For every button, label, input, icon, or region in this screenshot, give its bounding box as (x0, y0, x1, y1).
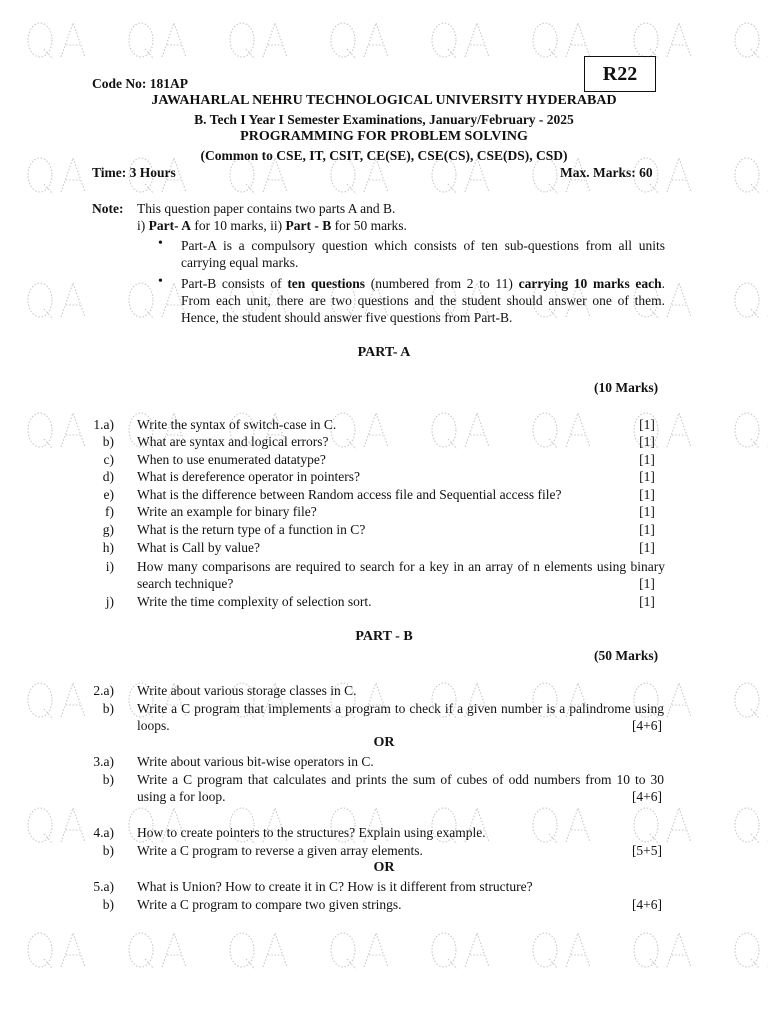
subject-title: PROGRAMMING FOR PROBLEM SOLVING (240, 129, 528, 144)
watermark-qa-icon (735, 23, 768, 59)
watermark-qa-icon (634, 808, 691, 844)
watermark-qa-icon (735, 413, 768, 449)
watermark-qa-icon (28, 933, 85, 969)
note-line2: i) Part- A for 10 marks, ii) Part - B for 50 marks. (137, 218, 407, 233)
watermark-qa-icon (331, 933, 388, 969)
branches: (Common to CSE, IT, CSIT, CE(SE), CSE(CS), CSE(DS), CSD) (200, 148, 568, 163)
watermark-qa-icon (129, 933, 186, 969)
part-b-marks: (50 Marks) (594, 648, 659, 663)
watermark-qa-icon (533, 808, 590, 844)
watermark-qa-icon (28, 23, 85, 59)
watermark-qa-icon (432, 413, 489, 449)
watermark-qa-icon (230, 933, 287, 969)
part-a-marks: (10 Marks) (594, 380, 659, 395)
question-text-wrapped: Write a C program that calculates and prints the sum of cubes of odd numbers from 10 to 30 using a for loop. (137, 772, 664, 804)
watermark-qa-icon (129, 23, 186, 59)
watermark-qa-icon (331, 23, 388, 59)
part-b-title: PART - B (355, 629, 413, 644)
or-separator: OR (373, 860, 395, 875)
exam-time: Time: 3 Hours (92, 165, 176, 180)
watermark-qa-icon (28, 413, 85, 449)
bullet-icon: • (158, 236, 163, 251)
or-separator: OR (373, 735, 395, 750)
regulation-badge: R22 (584, 56, 656, 92)
watermark-qa-icon (28, 808, 85, 844)
code-number: Code No: 181AP (92, 76, 188, 91)
exam-title: B. Tech I Year I Semester Examinations, January/February - 2025 (194, 112, 574, 127)
bullet-icon: • (158, 274, 163, 289)
university-name: JAWAHARLAL NEHRU TECHNOLOGICAL UNIVERSITY HYDERABAD (151, 93, 617, 108)
question-text-wrapped: Write a C program that implements a program to check if a given number is a palindrome using loops. (137, 701, 664, 733)
question-text-wrapped: How many comparisons are required to search for a key in an array of n elements using binary search technique? (137, 559, 665, 591)
max-marks: Max. Marks: 60 (560, 165, 653, 180)
watermark-qa-icon (28, 283, 85, 319)
watermark-qa-icon (735, 683, 768, 719)
watermark-qa-icon (735, 283, 768, 319)
watermark-qa-icon (432, 23, 489, 59)
watermark-qa-icon (331, 413, 388, 449)
note-bullet-2: Part-B consists of ten questions (numbered from 2 to 11) carrying 10 marks each. From each unit, there are two questions and the student should answer one of them. Hence, the student should answer five questions from Part-B. (181, 276, 665, 325)
watermark-qa-icon (533, 933, 590, 969)
watermark-qa-icon (634, 933, 691, 969)
note-label: Note: (92, 201, 124, 216)
watermark-qa-icon (634, 23, 691, 59)
watermark-qa-icon (432, 933, 489, 969)
watermark-qa-icon (28, 683, 85, 719)
watermark-qa-icon (533, 23, 590, 59)
note-bullet-1: Part-A is a compulsory question which consists of ten sub-questions from all units carrying equal marks. (181, 238, 665, 270)
note-line1: This question paper contains two parts A and B. (137, 201, 396, 216)
watermark-qa-icon (735, 808, 768, 844)
watermark-qa-icon (533, 413, 590, 449)
watermark-qa-icon (735, 933, 768, 969)
watermark-qa-icon (230, 23, 287, 59)
part-a-title: PART- A (357, 345, 411, 360)
